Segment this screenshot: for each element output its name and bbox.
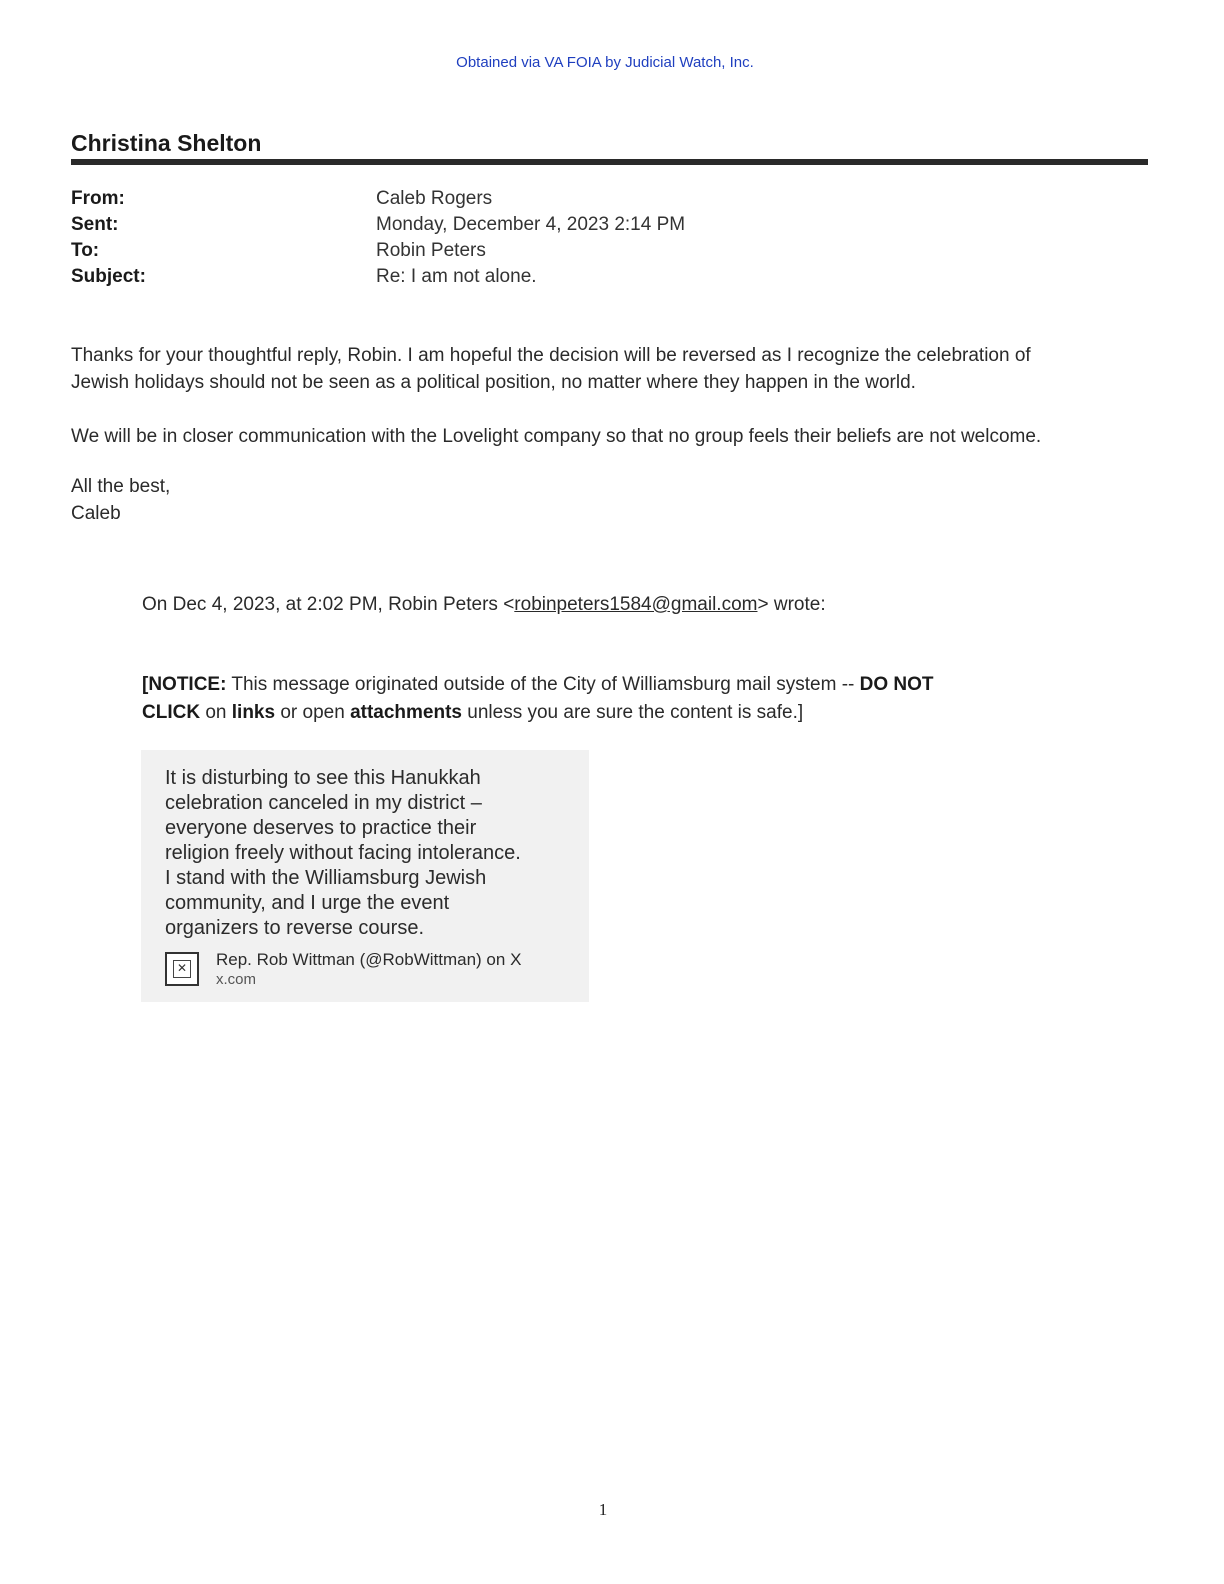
to-value: Robin Peters	[376, 240, 486, 261]
tweet-line-1: It is disturbing to see this Hanukkah	[165, 767, 481, 789]
closing-line: All the best,	[71, 476, 171, 497]
from-label: From:	[71, 188, 125, 209]
notice-text-1: This message originated outside of the City of Williamsburg mail system --	[226, 674, 860, 695]
body-paragraph-1-line-1: Thanks for your thoughtful reply, Robin. I am hopeful the decision will be reversed as I recognize the celebration of	[71, 345, 1031, 366]
tweet-line-4: religion freely without facing intolerance.	[165, 842, 521, 864]
foia-watermark: Obtained via VA FOIA by Judicial Watch, Inc.	[456, 54, 754, 71]
notice-do-not: DO NOT	[859, 674, 934, 695]
quoted-intro	[142, 591, 826, 618]
to-label: To:	[71, 240, 100, 261]
body-paragraph-1	[71, 342, 1151, 396]
broken-image-icon: ✕	[165, 952, 199, 986]
sender-email-link[interactable]: robinpeters1584@gmail.com	[514, 594, 758, 615]
tweet-text	[165, 766, 575, 941]
tweet-line-3: everyone deserves to practice their	[165, 817, 477, 839]
external-mail-notice	[142, 671, 1002, 727]
tweet-domain: x.com	[216, 971, 257, 988]
subject-value: Re: I am not alone.	[376, 266, 537, 287]
tweet-line-5: I stand with the Williamsburg Jewish	[165, 867, 487, 889]
tweet-author[interactable]: Rep. Rob Wittman (@RobWittman) on X	[216, 950, 522, 969]
notice-text-4: unless you are sure the content is safe.]	[462, 702, 804, 723]
notice-text-3: or open	[275, 702, 351, 723]
notice-tag: [NOTICE:	[142, 674, 227, 695]
signature: Caleb	[71, 503, 121, 524]
body-paragraph-2: We will be in closer communication with the Lovelight company so that no group feels their beliefs are not welcome.	[71, 426, 1042, 447]
quoted-intro-prefix: On Dec 4, 2023, at 2:02 PM, Robin Peters <	[142, 594, 515, 615]
mailbox-owner-name: Christina Shelton	[71, 130, 262, 156]
sent-label: Sent:	[71, 214, 119, 235]
embedded-tweet-card[interactable]	[141, 750, 589, 1002]
header-divider	[71, 159, 1148, 165]
body-paragraph-1-line-2: Jewish holidays should not be seen as a political position, no matter where they happen in the world.	[71, 372, 916, 393]
notice-attachments: attachments	[350, 702, 462, 723]
notice-click: CLICK	[142, 702, 201, 723]
sent-value: Monday, December 4, 2023 2:14 PM	[376, 214, 686, 235]
from-value: Caleb Rogers	[376, 188, 493, 209]
tweet-line-7: organizers to reverse course.	[165, 917, 425, 939]
subject-label: Subject:	[71, 266, 146, 287]
page-number: 1	[598, 1500, 608, 1519]
tweet-line-6: community, and I urge the event	[165, 892, 450, 914]
tweet-line-2: celebration canceled in my district –	[165, 792, 482, 814]
notice-text-2: on	[200, 702, 232, 723]
notice-links: links	[231, 702, 276, 723]
quoted-intro-suffix: > wrote:	[757, 594, 826, 615]
